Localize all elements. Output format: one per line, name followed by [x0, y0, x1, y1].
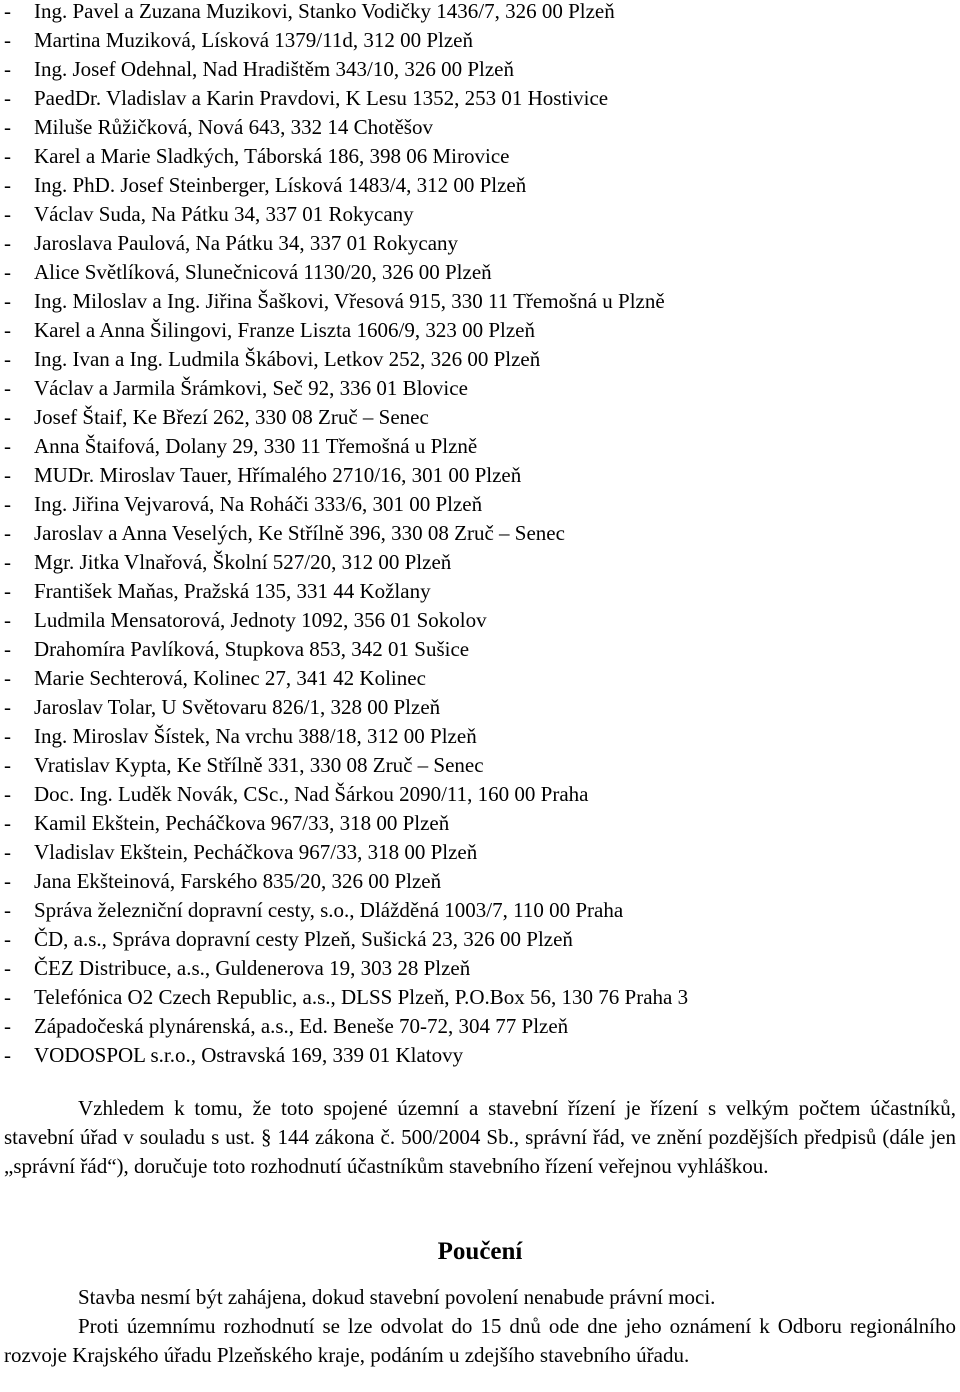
- list-dash: -: [4, 57, 11, 81]
- list-item-text: Doc. Ing. Luděk Novák, CSc., Nad Šárkou 2090/11, 160 00 Praha: [34, 782, 589, 806]
- list-dash: -: [4, 956, 11, 980]
- list-item: [0, 606, 960, 635]
- list-item: [0, 84, 960, 113]
- list-item-text: Jaroslava Paulová, Na Pátku 34, 337 01 Rokycany: [34, 231, 459, 255]
- list-dash: -: [4, 840, 11, 864]
- list-item: [0, 258, 960, 287]
- list-dash: -: [4, 86, 11, 110]
- list-dash: -: [4, 0, 11, 23]
- list-item: [0, 142, 960, 171]
- list-item: [0, 664, 960, 693]
- list-item: [0, 867, 960, 896]
- list-item-text: VODOSPOL s.r.o., Ostravská 169, 339 01 Klatovy: [34, 1043, 464, 1067]
- list-item: [0, 55, 960, 84]
- list-item: [0, 461, 960, 490]
- list-dash: -: [4, 289, 11, 313]
- list-item-text: Ing. Miroslav Šístek, Na vrchu 388/18, 312 00 Plzeň: [34, 724, 477, 748]
- list-dash: -: [4, 260, 11, 284]
- appeal-paragraph-text: Proti územnímu rozhodnutí se lze odvolat do 15 dnů ode dne jeho oznámení k Odboru regionálního rozvoje Krajského úřadu Plzeňského kraje, podáním u zdejšího stavebního úřadu.: [4, 1314, 956, 1367]
- list-item: [0, 200, 960, 229]
- list-item: [0, 171, 960, 200]
- list-item-text: Martina Muziková, Lísková 1379/11d, 312 00 Plzeň: [34, 28, 473, 52]
- list-item-text: Telefónica O2 Czech Republic, a.s., DLSS Plzeň, P.O.Box 56, 130 76 Praha 3: [34, 985, 689, 1009]
- list-item-text: Ludmila Mensatorová, Jednoty 1092, 356 01 Sokolov: [34, 608, 487, 632]
- list-item-text: Ing. Jiřina Vejvarová, Na Roháči 333/6, 301 00 Plzeň: [34, 492, 483, 516]
- list-item-text: Vladislav Ekštein, Pecháčkova 967/33, 318 00 Plzeň: [34, 840, 478, 864]
- list-dash: -: [4, 782, 11, 806]
- delivery-paragraph-text: Vzhledem k tomu, že toto spojené územní a stavební řízení je řízení s velkým počtem účastníků, stavební úřad v souladu s ust. § 144 zákona č. 500/2004 Sb., správní řád, ve znění pozdějších předpisů (dále jen „správní řád“), doručuje toto rozhodnutí účastníkům stavebního řízení veřejnou vyhláškou.: [4, 1096, 956, 1178]
- list-item: [0, 983, 960, 1012]
- instruction-heading: Poučení: [437, 1238, 523, 1265]
- list-item: [0, 229, 960, 258]
- list-item: [0, 490, 960, 519]
- list-dash: -: [4, 405, 11, 429]
- list-dash: -: [4, 985, 11, 1009]
- list-item: [0, 722, 960, 751]
- list-item: [0, 693, 960, 722]
- list-item: [0, 635, 960, 664]
- list-item: [0, 896, 960, 925]
- list-item: [0, 0, 960, 26]
- list-item-text: Václav a Jarmila Šrámkovi, Seč 92, 336 01 Blovice: [34, 376, 468, 400]
- list-dash: -: [4, 318, 11, 342]
- list-dash: -: [4, 724, 11, 748]
- list-item-text: PaedDr. Vladislav a Karin Pravdovi, K Lesu 1352, 253 01 Hostivice: [34, 86, 609, 110]
- list-item: [0, 548, 960, 577]
- list-dash: -: [4, 550, 11, 574]
- list-item-text: František Maňas, Pražská 135, 331 44 Kožlany: [34, 579, 431, 603]
- list-dash: -: [4, 144, 11, 168]
- list-dash: -: [4, 1043, 11, 1067]
- list-dash: -: [4, 173, 11, 197]
- list-dash: -: [4, 608, 11, 632]
- list-item: [0, 780, 960, 809]
- list-item: [0, 287, 960, 316]
- list-item-text: Drahomíra Pavlíková, Stupkova 853, 342 01 Sušice: [34, 637, 470, 661]
- list-dash: -: [4, 231, 11, 255]
- list-dash: -: [4, 811, 11, 835]
- list-item-text: Marie Sechterová, Kolinec 27, 341 42 Kolinec: [34, 666, 426, 690]
- list-dash: -: [4, 376, 11, 400]
- list-item-text: Ing. Ivan a Ing. Ludmila Škábovi, Letkov 252, 326 00 Plzeň: [34, 347, 541, 371]
- list-item: [0, 374, 960, 403]
- list-item-text: Miluše Růžičková, Nová 643, 332 14 Chotěšov: [34, 115, 433, 139]
- list-dash: -: [4, 869, 11, 893]
- list-item-text: Vratislav Kypta, Ke Střílně 331, 330 08 Zruč – Senec: [34, 753, 484, 777]
- list-dash: -: [4, 463, 11, 487]
- list-dash: -: [4, 492, 11, 516]
- list-dash: -: [4, 521, 11, 545]
- list-dash: -: [4, 579, 11, 603]
- list-item: [0, 113, 960, 142]
- list-item-text: MUDr. Miroslav Tauer, Hřímalého 2710/16, 301 00 Plzeň: [34, 463, 522, 487]
- list-item-text: Ing. Josef Odehnal, Nad Hradištěm 343/10, 326 00 Plzeň: [34, 57, 514, 81]
- list-item-text: Karel a Marie Sladkých, Táborská 186, 398 06 Mirovice: [34, 144, 510, 168]
- construction-notice-text: Stavba nesmí být zahájena, dokud stavební povolení nenabude právní moci.: [78, 1285, 716, 1309]
- list-dash: -: [4, 927, 11, 951]
- list-item-text: ČEZ Distribuce, a.s., Guldenerova 19, 303 28 Plzeň: [34, 956, 471, 980]
- list-item: [0, 1012, 960, 1041]
- list-dash: -: [4, 637, 11, 661]
- list-item: [0, 925, 960, 954]
- list-item: [0, 345, 960, 374]
- list-item-text: Správa železniční dopravní cesty, s.o., Dlážděná 1003/7, 110 00 Praha: [34, 898, 624, 922]
- list-item-text: Anna Štaifová, Dolany 29, 330 11 Třemošná u Plzně: [34, 434, 478, 458]
- list-item-text: Josef Štaif, Ke Březí 262, 330 08 Zruč – Senec: [34, 405, 429, 429]
- list-item: [0, 403, 960, 432]
- list-dash: -: [4, 1014, 11, 1038]
- list-item-text: Alice Světlíková, Slunečnicová 1130/20, 326 00 Plzeň: [34, 260, 492, 284]
- list-item: [0, 26, 960, 55]
- list-dash: -: [4, 115, 11, 139]
- list-dash: -: [4, 347, 11, 371]
- list-item-text: Mgr. Jitka Vlnařová, Školní 527/20, 312 00 Plzeň: [34, 550, 452, 574]
- list-item: [0, 432, 960, 461]
- list-item-text: Ing. Pavel a Zuzana Muzikovi, Stanko Vodičky 1436/7, 326 00 Plzeň: [34, 0, 615, 23]
- list-dash: -: [4, 753, 11, 777]
- list-item-text: Jaroslav a Anna Veselých, Ke Střílně 396, 330 08 Zruč – Senec: [34, 521, 565, 545]
- list-item: [0, 954, 960, 983]
- list-item-text: Ing. PhD. Josef Steinberger, Lísková 1483/4, 312 00 Plzeň: [34, 173, 527, 197]
- list-dash: -: [4, 666, 11, 690]
- construction-notice-paragraph: [4, 1283, 956, 1312]
- list-item-text: Jana Ekšteinová, Farského 835/20, 326 00 Plzeň: [34, 869, 442, 893]
- list-item-text: Karel a Anna Šilingovi, Franze Liszta 1606/9, 323 00 Plzeň: [34, 318, 535, 342]
- delivery-paragraph: [4, 1094, 956, 1181]
- list-item: [0, 316, 960, 345]
- appeal-paragraph: [4, 1312, 956, 1370]
- list-item: [0, 519, 960, 548]
- list-dash: -: [4, 898, 11, 922]
- list-item-text: Kamil Ekštein, Pecháčkova 967/33, 318 00 Plzeň: [34, 811, 450, 835]
- list-item: [0, 809, 960, 838]
- list-dash: -: [4, 434, 11, 458]
- list-item: [0, 1041, 960, 1070]
- list-item-text: Západočeská plynárenská, a.s., Ed. Beneše 70-72, 304 77 Plzeň: [34, 1014, 569, 1038]
- list-item-text: Jaroslav Tolar, U Světovaru 826/1, 328 00 Plzeň: [34, 695, 441, 719]
- list-item: [0, 577, 960, 606]
- list-dash: -: [4, 202, 11, 226]
- list-item-text: ČD, a.s., Správa dopravní cesty Plzeň, Sušická 23, 326 00 Plzeň: [34, 927, 573, 951]
- list-item-text: Václav Suda, Na Pátku 34, 337 01 Rokycany: [34, 202, 414, 226]
- list-item-text: Ing. Miloslav a Ing. Jiřina Šaškovi, Vřesová 915, 330 11 Třemošná u Plzně: [34, 289, 665, 313]
- list-item: [0, 838, 960, 867]
- list-dash: -: [4, 695, 11, 719]
- list-dash: -: [4, 28, 11, 52]
- list-item: [0, 751, 960, 780]
